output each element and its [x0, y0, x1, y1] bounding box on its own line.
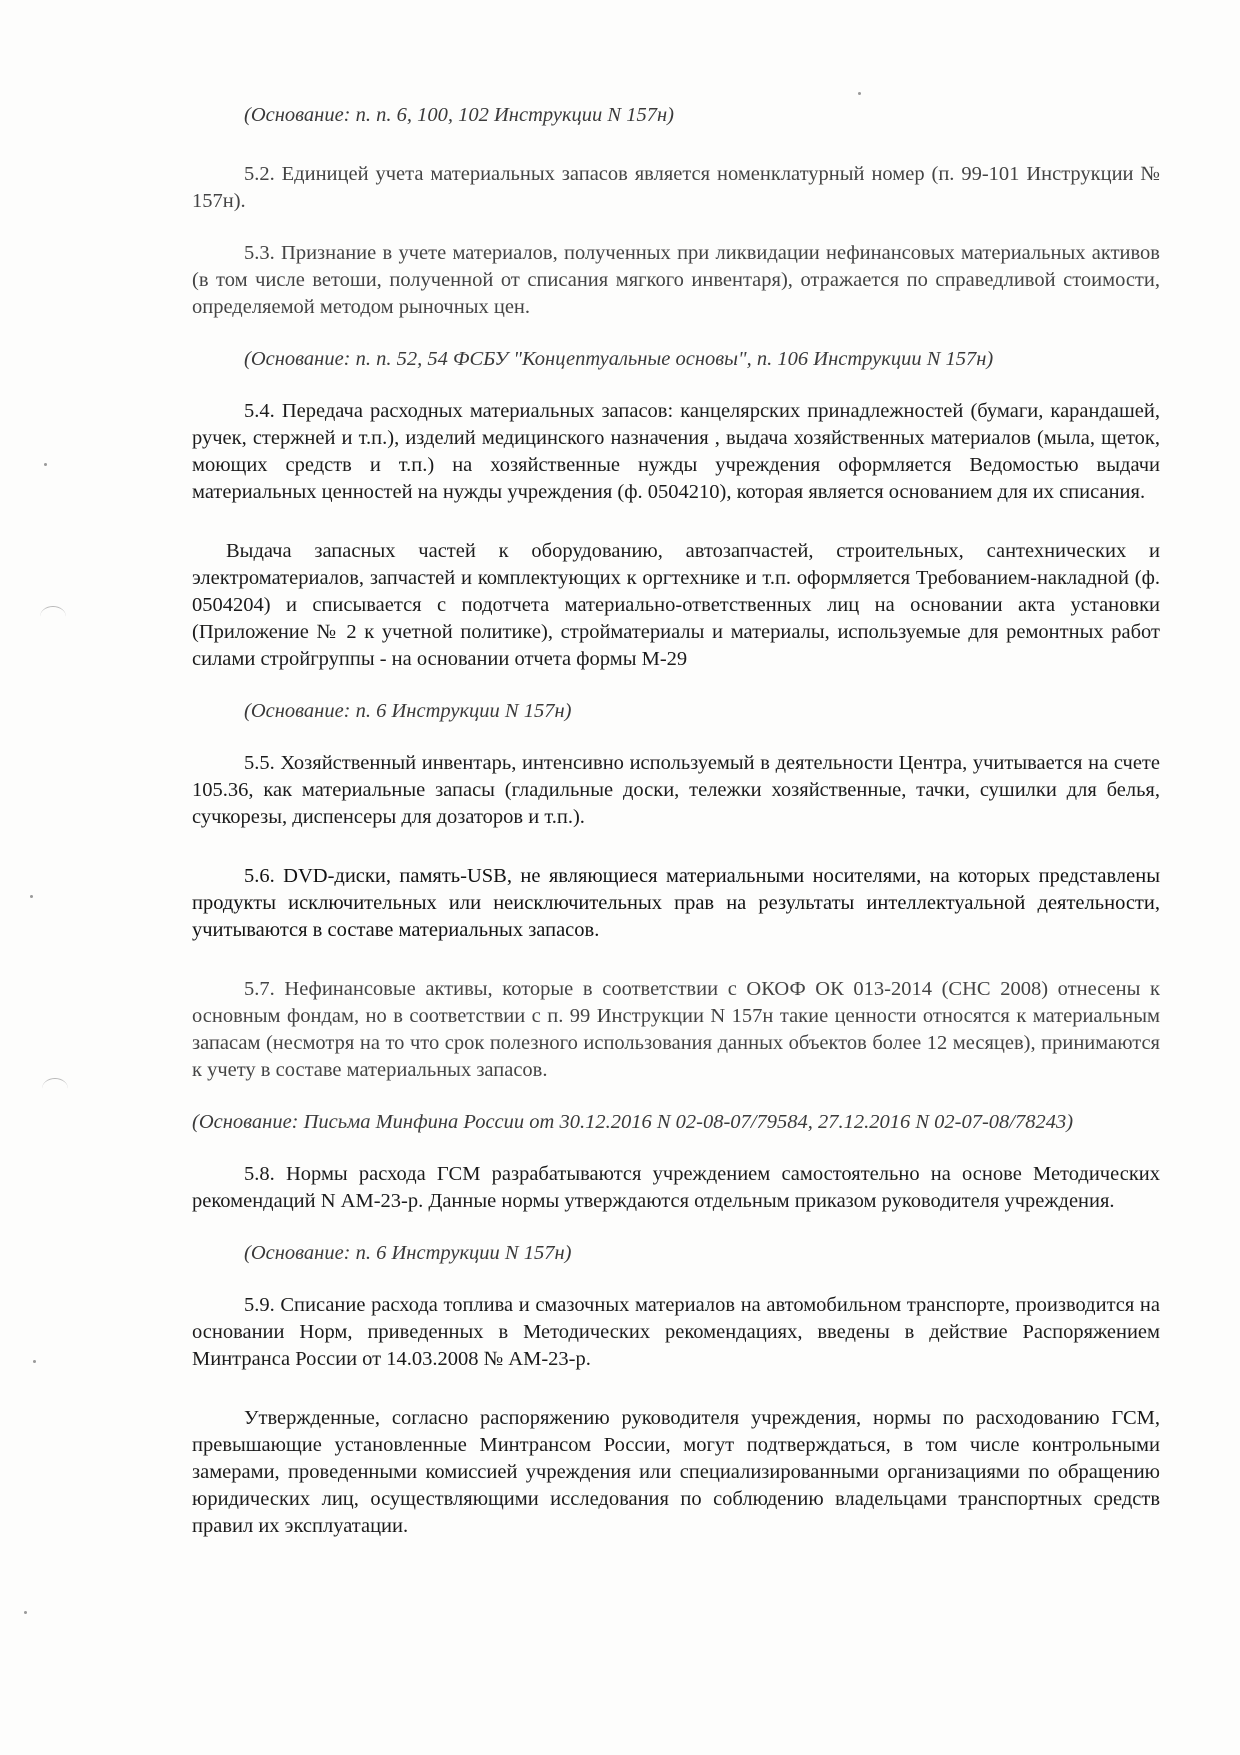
paragraph-5-5: 5.5. Хозяйственный инвентарь, интенсивно используемый в деятельности Центра, учитывается на счете 105.36, как материальные запасы (гладильные доски, тележки хозяйственные, тачки, сушилки для белья, сучкорезы, диспенсеры для дозаторов и т.п.). — [192, 752, 1160, 828]
paragraph-5-2: 5.2. Единицей учета материальных запасов является номенклатурный номер (п. 99-101 Инструкции № 157н). — [192, 163, 1160, 212]
basis-note-2: (Основание: п. п. 52, 54 ФСБУ "Концептуальные основы", п. 106 Инструкции N 157н) — [244, 348, 994, 370]
scan-speck — [44, 463, 47, 466]
margin-hole-mark-lower — [42, 1078, 68, 1099]
scan-speck — [33, 1360, 36, 1363]
paragraph-5-6: 5.6. DVD-диски, память-USB, не являющиеся материальными носителями, на которых представлены продукты исключительных или неисключительных прав на результаты интеллектуальной деятельности, учитываются в составе материальных запасов. — [192, 865, 1160, 941]
paragraph-5-9: 5.9. Списание расхода топлива и смазочных материалов на автомобильном транспорте, производится на основании Норм, приведенных в Методических рекомендациях, введены в действие Распоряжением Минтранса России от 14.03.2008 № АМ-23-р. — [192, 1294, 1160, 1370]
scan-speck — [24, 1611, 27, 1614]
paragraph-5-3: 5.3. Признание в учете материалов, полученных при ликвидации нефинансовых материальных активов (в том числе ветоши, полученной от списания мягкого инвентаря), отражается по справедливой стоимости, определяемой методом рыночных цен. — [192, 242, 1160, 318]
basis-note-5: (Основание: п. 6 Инструкции N 157н) — [244, 1242, 572, 1264]
paragraph-approved-norms: Утвержденные, согласно распоряжению руководителя учреждения, нормы по расходованию ГСМ, превышающие установленные Минтрансом России, могут подтверждаться, в том числе контрольными замерами, проведенными комиссией учреждения или специализированными организациями по обращению юридических лиц, осуществляющими исследования по соблюдению владельцами транспортных средств правил их эксплуатации. — [192, 1407, 1160, 1537]
basis-note-3: (Основание: п. 6 Инструкции N 157н) — [244, 700, 572, 722]
margin-hole-mark-upper — [40, 606, 66, 627]
scan-speck — [858, 92, 861, 95]
paragraph-5-8: 5.8. Нормы расхода ГСМ разрабатываются учреждением самостоятельно на основе Методических рекомендаций N АМ-23-р. Данные нормы утверждаются отдельным приказом руководителя учреждения. — [192, 1163, 1160, 1212]
paragraph-5-4: 5.4. Передача расходных материальных запасов: канцелярских принадлежностей (бумаги, карандашей, ручек, стержней и т.п.), изделий медицинского назначения , выдача хозяйственных материалов (мыла, щеток, моющих средств и т.п.) на хозяйственные нужды учреждения оформляется Ведомостью выдачи материальных ценностей на нужды учреждения (ф. 0504210), которая является основанием для их списания. — [192, 400, 1160, 503]
scan-speck — [30, 895, 33, 898]
basis-note-1: (Основание: п. п. 6, 100, 102 Инструкции N 157н) — [244, 104, 674, 126]
paragraph-5-7: 5.7. Нефинансовые активы, которые в соответствии с ОКОФ ОК 013-2014 (СНС 2008) отнесены к основным фондам, но в соответствии с п. 99 Инструкции N 157н такие ценности относятся к материальным запасам (несмотря на то что срок полезного использования данных объектов более 12 месяцев), принимаются к учету в составе материальных запасов. — [192, 978, 1160, 1081]
paragraph-parts-issue: Выдача запасных частей к оборудованию, автозапчастей, строительных, сантехнических и электроматериалов, запчастей и комплектующих к оргтехнике и т.п. оформляется Требованием-накладной (ф. 0504204) и списывается с подотчета материально-ответственных лиц на основании акта установки (Приложение № 2 к учетной политике), стройматериалы и материалы, используемые для ремонтных работ силами стройгруппы - на основании отчета формы М-29 — [192, 540, 1160, 670]
basis-note-4: (Основание: Письма Минфина России от 30.12.2016 N 02-08-07/79584, 27.12.2016 N 02-07-08/78243) — [192, 1111, 1074, 1133]
document-body — [192, 102, 1160, 1540]
